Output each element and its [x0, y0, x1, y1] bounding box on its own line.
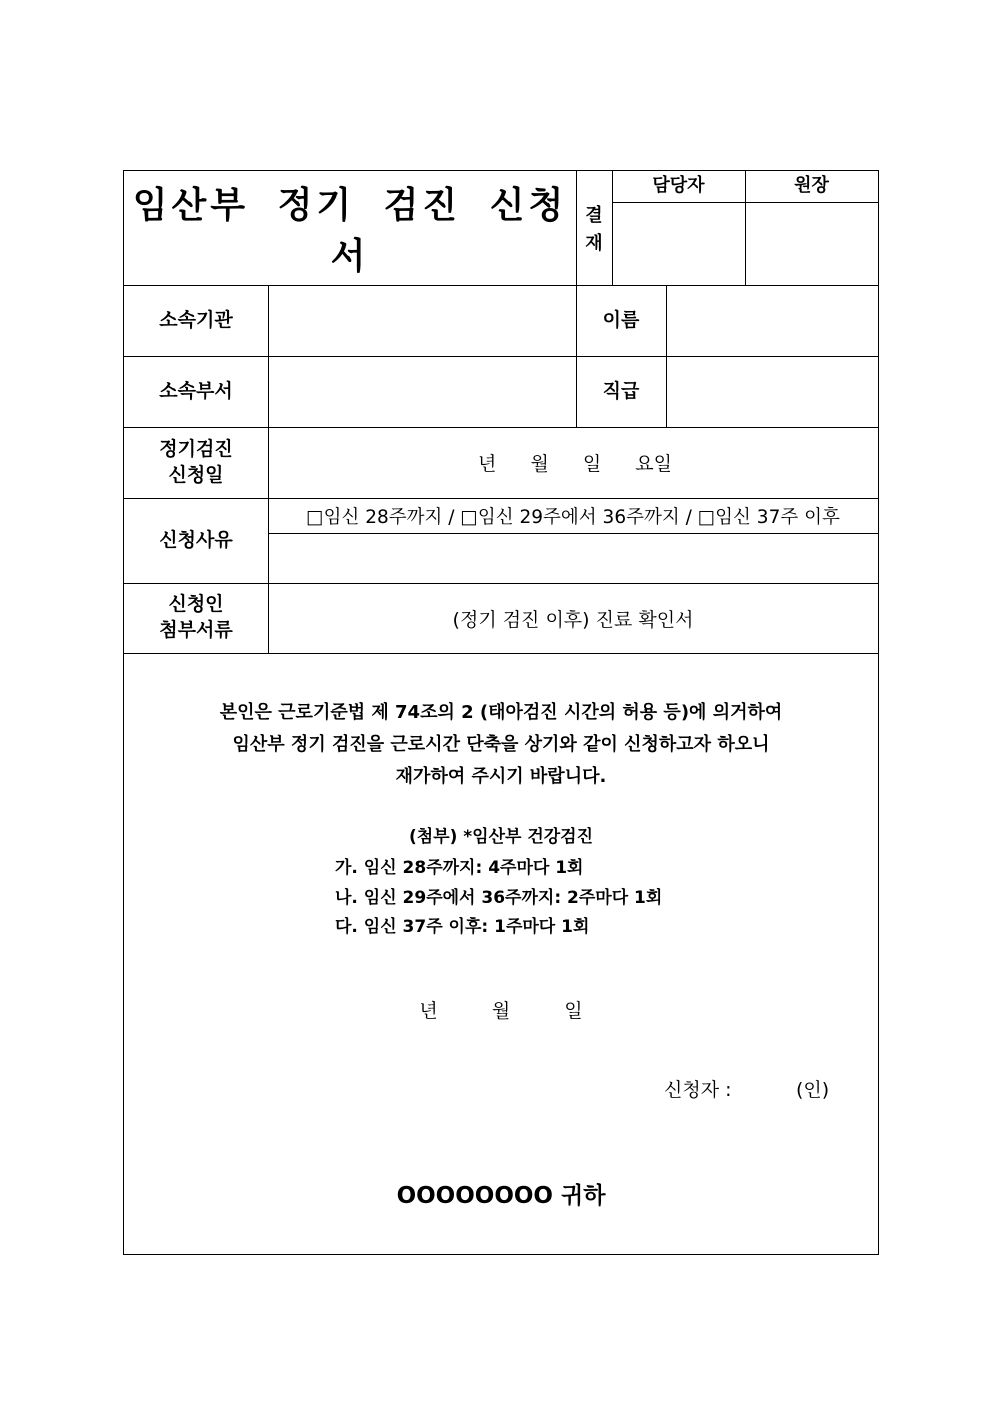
attach-label: [124, 583, 268, 653]
attach-list: [335, 854, 662, 943]
position-field[interactable]: [666, 356, 878, 427]
reason-options[interactable]: □임신 28주까지 / □임신 29주에서 36주까지 / □임신 37주 이후: [306, 506, 840, 528]
approval-col-staff: 담당자: [652, 175, 705, 197]
page-title: 임산부 정기 검진 신청서: [132, 185, 568, 277]
attach-value: (정기 검진 이후) 진료 확인서: [452, 608, 694, 631]
reason-label: 신청사유: [159, 528, 233, 551]
name-field[interactable]: [666, 285, 878, 356]
date-label: [124, 427, 268, 498]
date-field[interactable]: 년 월 일 요일: [478, 453, 672, 475]
approval-sign-staff[interactable]: [612, 202, 745, 285]
date-label-line1: 정기검진: [159, 437, 233, 460]
attach-label-line2: 첨부서류: [159, 619, 233, 641]
name-label: 이름: [602, 308, 640, 331]
statement-line3: 재가하여 주시기 바랍니다.: [395, 766, 607, 787]
reason-field[interactable]: [268, 533, 878, 583]
approval-label: [576, 195, 612, 265]
attach-item-a: 가. 임신 28주까지: 4주마다 1회: [335, 858, 584, 878]
statement-line2: 임산부 정기 검진을 근로시간 단축을 상기와 같이 신청하고자 하오니: [232, 734, 770, 755]
dept-label: 소속부서: [159, 379, 233, 402]
attach-heading: (첨부) *임산부 건강검진: [408, 827, 594, 847]
seal-label: (인): [796, 1079, 830, 1101]
sign-date[interactable]: 년 월 일: [419, 1000, 583, 1022]
attach-item-b: 나. 임신 29주에서 36주까지: 2주마다 1회: [335, 887, 663, 908]
approval-label-bottom: 재: [585, 233, 603, 254]
approval-col-director: 원장: [794, 175, 829, 197]
position-label: 직급: [602, 379, 640, 402]
org-label: 소속기관: [159, 308, 233, 331]
date-label-line2: 신청일: [168, 463, 224, 486]
approval-label-top: 결: [585, 205, 603, 226]
dept-field[interactable]: [268, 356, 576, 427]
application-form: [123, 170, 879, 1255]
statement-line1: 본인은 근로기준법 제 74조의 2 (태아검진 시간의 허용 등)에 의거하여: [219, 702, 783, 723]
attach-label-line1: 신청인: [168, 593, 224, 616]
recipient: OOOOOOOO 귀하: [396, 1183, 606, 1209]
applicant-label: 신청자 :: [664, 1079, 732, 1101]
statement: [124, 697, 878, 793]
org-field[interactable]: [268, 285, 576, 356]
attach-item-c: 다. 임신 37주 이후: 1주마다 1회: [335, 917, 590, 937]
approval-sign-director[interactable]: [745, 202, 878, 285]
row-divider: [124, 653, 878, 654]
